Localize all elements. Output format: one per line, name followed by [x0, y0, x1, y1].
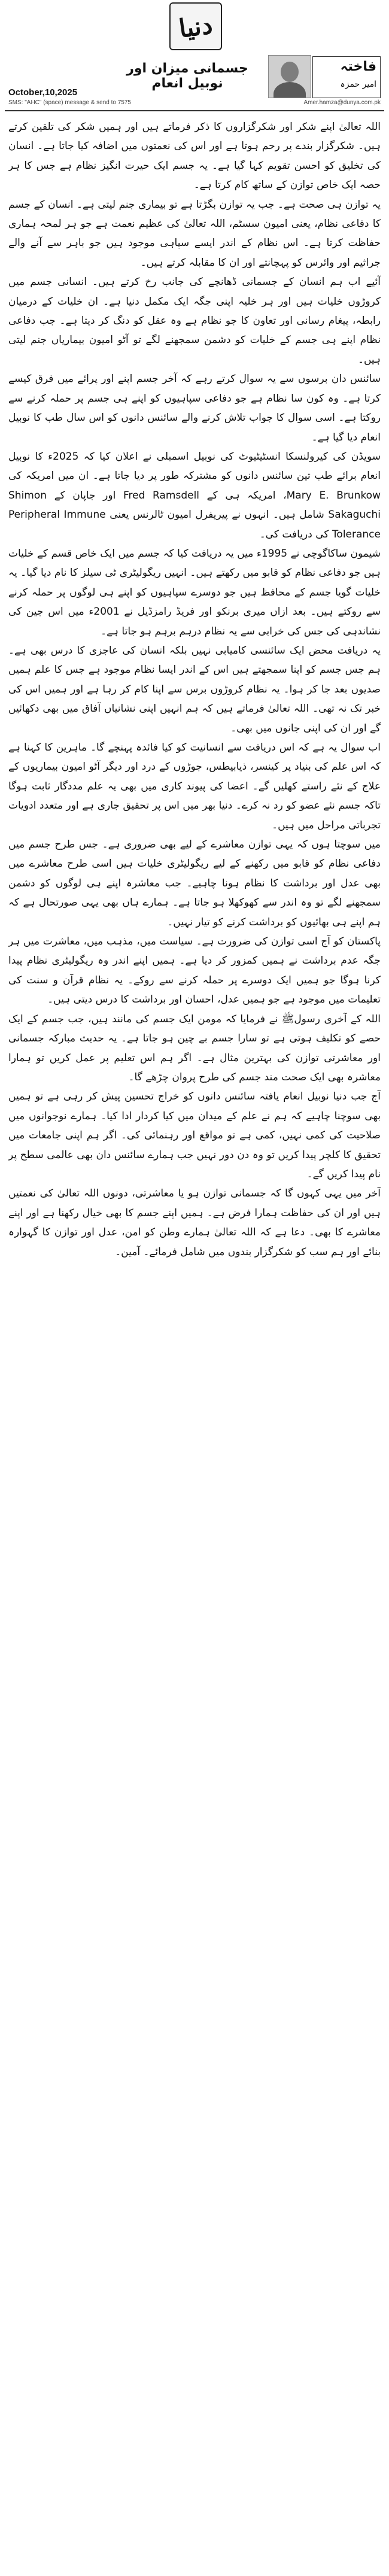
logo-text: دنیا — [177, 9, 215, 44]
paragraph: سویڈن کی کیرولنسکا انسٹیٹیوٹ کی نوبیل اسمبلی نے اعلان کیا کہ 2025ء کا نوبیل انعام برائے طب تین سائنس دانوں کو مشترکہ طور پر دیا جاتا ہے۔ ان میں امریکہ کی Mary E. Brunkow، امریکہ ہی کے Fred Ramsdell اور جاپان کے Shimon Sakaguchi شامل ہیں۔ انہوں نے پیریفرل امیون ٹالرنس یعنی Peripheral Immune Tolerance کی دریافت کی۔ — [8, 450, 381, 540]
column-tag-title: فاختہ — [340, 59, 376, 74]
paragraph: میں سوچتا ہوں کہ یہی توازن معاشرے کے لیے بھی ضروری ہے۔ جس طرح جسم میں دفاعی نظام کو قابو میں رکھنے کے لیے ریگولیٹری خلیات ہیں اسی طرح معاشرے میں بھی عدل اور برداشت کا نظام ہونا چاہیے۔ جب معاشرہ اپنے ہی لوگوں کو دشمن سمجھنے لگے تو وہ اندر سے کھوکھلا ہو جاتا ہے۔ ہمارے ہاں بھی یہی صورتحال ہے کہ ہم اپنے ہی بھائیوں کو برداشت کرنے کو تیار نہیں۔ — [8, 839, 381, 928]
publish-date: October,10,2025 — [8, 87, 78, 98]
paragraph: یہ دریافت محض ایک سائنسی کامیابی نہیں بلکہ انسان کی عاجزی کا درس بھی ہے۔ ہم جس جسم کو اپنا سمجھتے ہیں اس کے اندر ایسا نظام موجود ہے جس کا علم ہمیں صدیوں بعد جا کر ہوا۔ یہ نظام کروڑوں برس سے اپنا کام کر رہا ہے اور ہمیں اس کی خبر تک نہ تھی۔ اللہ تعالیٰ فرماتے ہیں کہ ہم انہیں اپنی نشانیاں آفاق میں بھی دکھائیں گے اور ان کی اپنی جانوں میں بھی۔ — [8, 644, 381, 734]
paragraph: اللہ کے آخری رسولﷺ نے فرمایا کہ مومن ایک جسم کی مانند ہیں، جب جسم کے ایک حصے کو تکلیف ہوتی ہے تو سارا جسم بے چین ہو جاتا ہے۔ یہ حدیث مبارکہ جسمانی اور معاشرتی توازن کی بہترین مثال ہے۔ اگر ہم اس تعلیم پر عمل کریں تو ہمارا معاشرہ بھی ایک صحت مند جسم کی طرح پروان چڑھے گا۔ — [8, 1013, 381, 1083]
paragraph: آخر میں یہی کہوں گا کہ جسمانی توازن ہو یا معاشرتی، دونوں اللہ تعالیٰ کی نعمتیں ہیں اور ان کی حفاظت ہمارا فرض ہے۔ ہمیں اپنے جسم کا بھی خیال رکھنا ہے اور اپنے معاشرے کا بھی۔ دعا ہے کہ اللہ تعالیٰ ہمارے وطن کو امن، عدل اور توازن کا گہوارہ بنائے اور ہم سب کو شکرگزار بندوں میں شامل فرمائے۔ آمین۔ — [8, 1187, 381, 1258]
author-email[interactable]: Amer.hamza@dunya.com.pk — [303, 99, 381, 106]
paragraph: پاکستان کو آج اسی توازن کی ضرورت ہے۔ سیاست میں، مذہب میں، معاشرت میں ہر جگہ عدم برداشت نے ہمیں کمزور کر دیا ہے۔ ہمیں اپنے اندر وہ ریگولیٹری نظام پیدا کرنا ہوگا جو ہمیں ایک دوسرے پر حملہ کرنے سے روکے۔ یہ نظام قرآن و سنت کی تعلیمات میں موجود ہے جو ہمیں عدل، احسان اور برداشت کا درس دیتی ہیں۔ — [8, 935, 381, 1006]
masthead — [0, 0, 389, 50]
paragraph: سائنس دان برسوں سے یہ سوال کرتے رہے کہ آخر جسم اپنے اور پرائے میں فرق کیسے کرتا ہے۔ وہ کون سا نظام ہے جو دفاعی سپاہیوں کو اپنے ہی جسم پر حملہ کرنے سے روکتا ہے۔ اسی سوال کا جواب تلاش کرنے والے سائنس دانوں کو اس سال طب کا نوبیل انعام دیا گیا ہے۔ — [8, 373, 381, 443]
paragraph: آئیے اب ہم انسان کے جسمانی ڈھانچے کی جانب رخ کرتے ہیں۔ انسانی جسم میں کروڑوں خلیات ہیں اور ہر خلیہ اپنی جگہ ایک مکمل دنیا ہے۔ ان خلیات کے درمیان رابطہ، پیغام رسانی اور تعاون کا جو نظام ہے وہ عقل کو دنگ کر دیتا ہے۔ جب دفاعی نظام اپنے ہی جسم کے خلیات کو دشمن سمجھنے لگے تو آٹو امیون بیماریاں جنم لیتی ہیں۔ — [8, 276, 381, 366]
column-header — [5, 55, 384, 111]
column-tag — [312, 56, 381, 98]
paragraph: شیمون ساکاگوچی نے 1995ء میں یہ دریافت کیا کہ جسم میں ایک خاص قسم کے خلیات ہیں جو دفاعی نظام کو قابو میں رکھتے ہیں۔ انہیں ریگولیٹری ٹی سیلز کا نام دیا گیا۔ یہ خلیات گویا جسم کے محافظ ہیں جو دوسرے سپاہیوں کو اپنے ہی لوگوں پر حملہ کرنے سے روکتے ہیں۔ بعد ازاں میری برنکو اور فریڈ رامزڈیل نے 2001ء میں اس جین کی نشاندہی کی جس کی خرابی سے یہ نظام درہم برہم ہو جاتا ہے۔ — [8, 547, 381, 637]
sms-instructions: SMS: "AHC" (space) message & send to 7575 — [8, 99, 131, 106]
paragraph: آج جب دنیا نوبیل انعام یافتہ سائنس دانوں کو خراج تحسین پیش کر رہی ہے تو ہمیں بھی سوچنا چاہیے کہ ہم نے علم کے میدان میں کیا کردار ادا کیا۔ ہمارے نوجوانوں میں صلاحیت کی کمی نہیں، کمی ہے تو مواقع اور رہنمائی کی۔ اگر ہم اپنی جامعات میں تحقیق کا کلچر پیدا کریں تو وہ دن دور نہیں جب ہمارے سائنس دان بھی عالمی سطح پر نام پیدا کریں گے۔ — [8, 1090, 381, 1180]
author-photo — [268, 55, 311, 98]
dunya-logo — [169, 2, 222, 50]
author-name: امیر حمزہ — [340, 80, 376, 89]
article-headline: جسمانی میزان اور نوبیل انعام — [126, 61, 248, 91]
paragraph: یہ توازن ہی صحت ہے۔ جب یہ توازن بگڑتا ہے تو بیماری جنم لیتی ہے۔ انسان کے جسم کا دفاعی نظام، یعنی امیون سسٹم، اللہ تعالیٰ کی عظیم نعمت ہے جو ہر لمحہ ہماری حفاظت کرتا ہے۔ اس نظام کے اندر ایسے سپاہی موجود ہیں جو باہر سے آنے والے جراثیم اور وائرس کو پہچانتے اور ان کا مقابلہ کرتے ہیں۔ — [8, 198, 381, 269]
article-body — [8, 117, 381, 2569]
paragraph: اللہ تعالیٰ اپنے شکر اور شکرگزاروں کا ذکر فرماتے ہیں اور ہمیں شکر کی تلقین کرتے ہیں۔ شکرگزار بندے پر رحم ہوتا ہے اور اس کی نعمتوں میں اضافہ کیا جاتا ہے۔ انسان کی تخلیق کو احسن تقویم کہا گیا ہے۔ یہ جسم ایک حیرت انگیز نظام ہے جس کا ہر حصہ ایک خاص توازن کے ساتھ کام کرتا ہے۔ — [8, 121, 381, 192]
paragraph: اب سوال یہ ہے کہ اس دریافت سے انسانیت کو کیا فائدہ پہنچے گا۔ ماہرین کا کہنا ہے کہ اس علم کی بنیاد پر کینسر، ذیابیطس، جوڑوں کے درد اور دیگر آٹو امیون بیماریوں کے علاج کے نئے راستے کھلیں گے۔ اعضا کی پیوند کاری میں بھی یہ علم مددگار ثابت ہوگا تاکہ جسم نئے عضو کو رد نہ کرے۔ دنیا بھر میں اس پر تحقیق جاری ہے اور متعدد ادویات تجرباتی مراحل میں ہیں۔ — [8, 742, 381, 831]
